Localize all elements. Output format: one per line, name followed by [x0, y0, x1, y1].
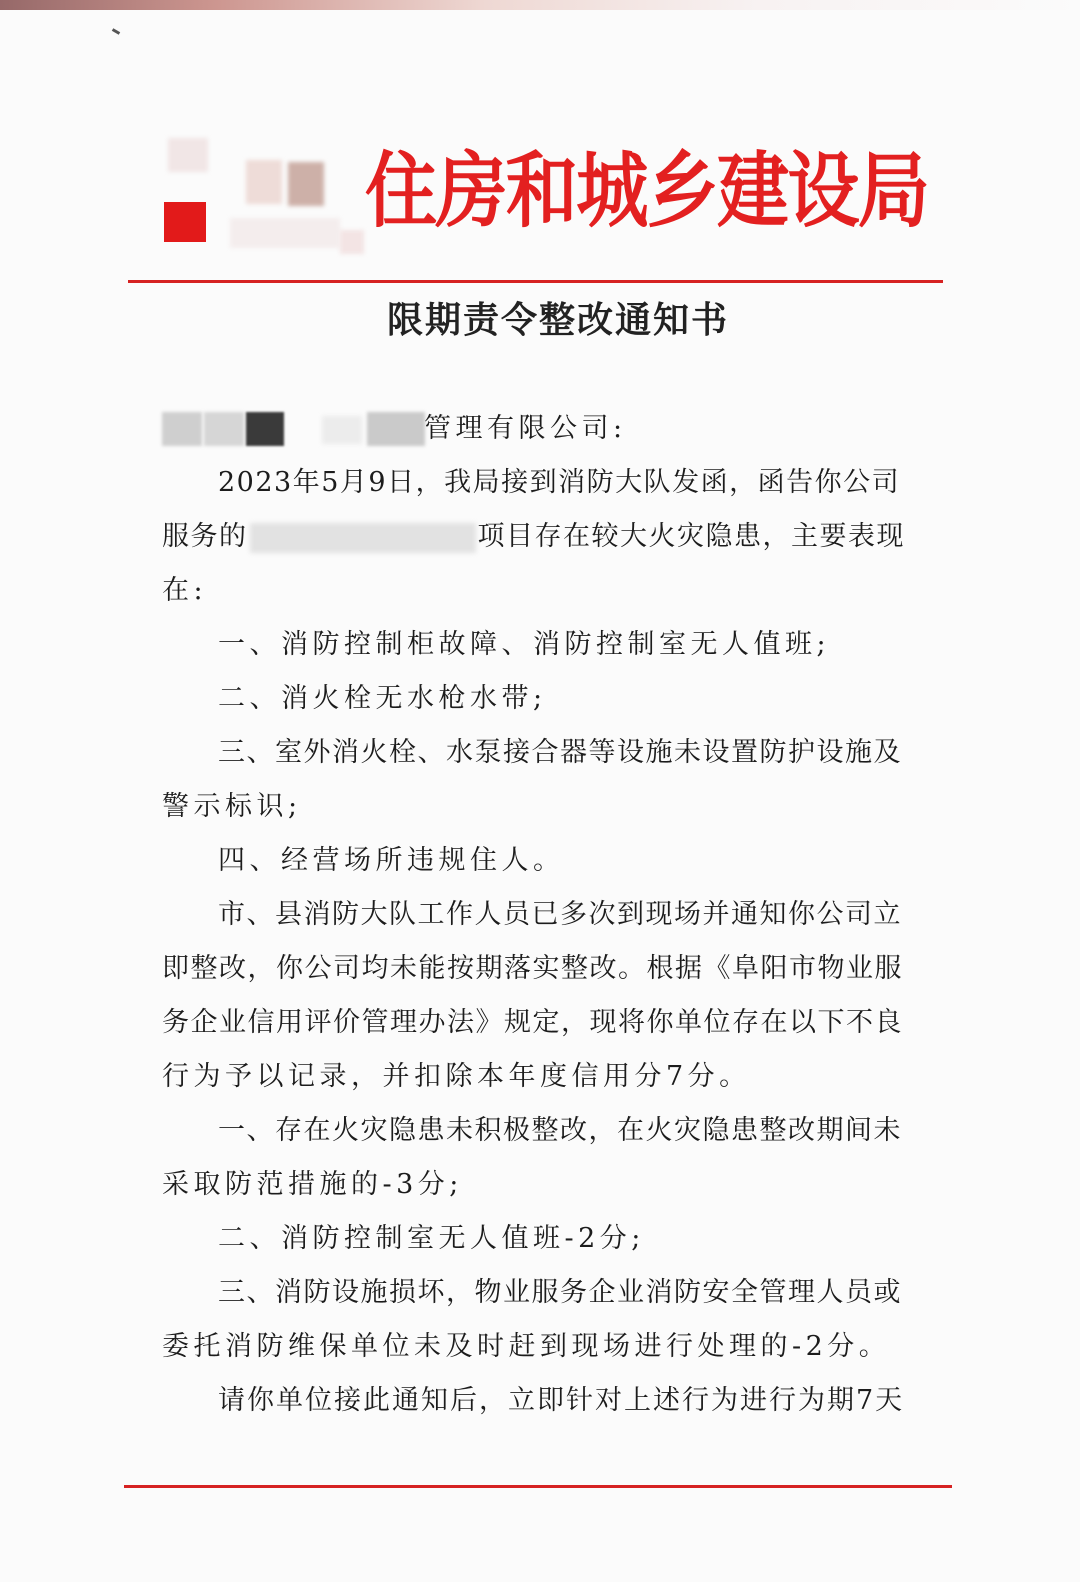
- letterhead-divider: [128, 280, 943, 283]
- paragraph-line: 即整改，你公司均未能按期落实整改。根据《阜阳市物业服: [162, 953, 903, 984]
- deduction-item-continued: 采取防范措施的-3分;: [162, 1169, 463, 1200]
- paragraph-line: 在:: [162, 575, 208, 606]
- recipient-suffix: 管理有限公司:: [424, 413, 627, 444]
- redacted-project-name: [250, 523, 476, 553]
- recipient-line: [162, 402, 912, 456]
- redacted-region: [246, 160, 282, 204]
- paper-mark: [112, 28, 120, 35]
- paragraph-line: 2023年5月9日，我局接到消防大队发函，函告你公司: [218, 467, 901, 498]
- paragraph-line: 务企业信用评价管理办法》规定，现将你单位存在以下不良: [162, 1007, 903, 1038]
- document-body: [162, 402, 912, 1428]
- issue-item: 二、消火栓无水枪水带;: [218, 683, 547, 714]
- deduction-item-continued: 委托消防维保单位未及时赶到现场进行处理的-2分。: [162, 1331, 891, 1362]
- deduction-item: 一、存在火灾隐患未积极整改，在火灾隐患整改期间未: [218, 1115, 902, 1146]
- paragraph-text: 服务的: [162, 521, 248, 552]
- deduction-item: 二、消防控制室无人值班-2分;: [218, 1223, 645, 1254]
- letterhead: [160, 130, 940, 260]
- top-edge-shadow: [0, 0, 1080, 10]
- redacted-region: [162, 412, 202, 446]
- document-title: 限期责令整改通知书: [386, 299, 729, 341]
- paragraph-line: [162, 510, 912, 564]
- redacted-region: [168, 138, 208, 172]
- redacted-region: [246, 412, 284, 446]
- issue-item: 四、经营场所违规住人。: [218, 845, 565, 876]
- redacted-region: [367, 412, 425, 446]
- paragraph-text: 项目存在较大火灾隐患，主要表现: [477, 521, 905, 552]
- redacted-region: [164, 202, 206, 242]
- redacted-region: [322, 416, 362, 444]
- redacted-region: [230, 218, 340, 248]
- redacted-region: [204, 412, 244, 446]
- footer-divider: [124, 1485, 952, 1488]
- issue-item-continued: 警示标识;: [162, 791, 302, 822]
- paragraph-line: 市、县消防大队工作人员已多次到现场并通知你公司立: [218, 899, 902, 930]
- redacted-region: [288, 162, 324, 206]
- issue-item: 一、消防控制柜故障、消防控制室无人值班;: [218, 629, 831, 660]
- paragraph-line: 行为予以记录，并扣除本年度信用分7分。: [162, 1061, 751, 1092]
- issue-item: 三、室外消火栓、水泵接合器等设施未设置防护设施及: [218, 737, 902, 768]
- deduction-item: 三、消防设施损坏，物业服务企业消防安全管理人员或: [218, 1277, 902, 1308]
- redacted-region: [340, 230, 364, 254]
- organization-name: 住房和城乡建设局: [365, 143, 929, 239]
- paragraph-line: 请你单位接此通知后，立即针对上述行为进行为期7天: [218, 1385, 905, 1416]
